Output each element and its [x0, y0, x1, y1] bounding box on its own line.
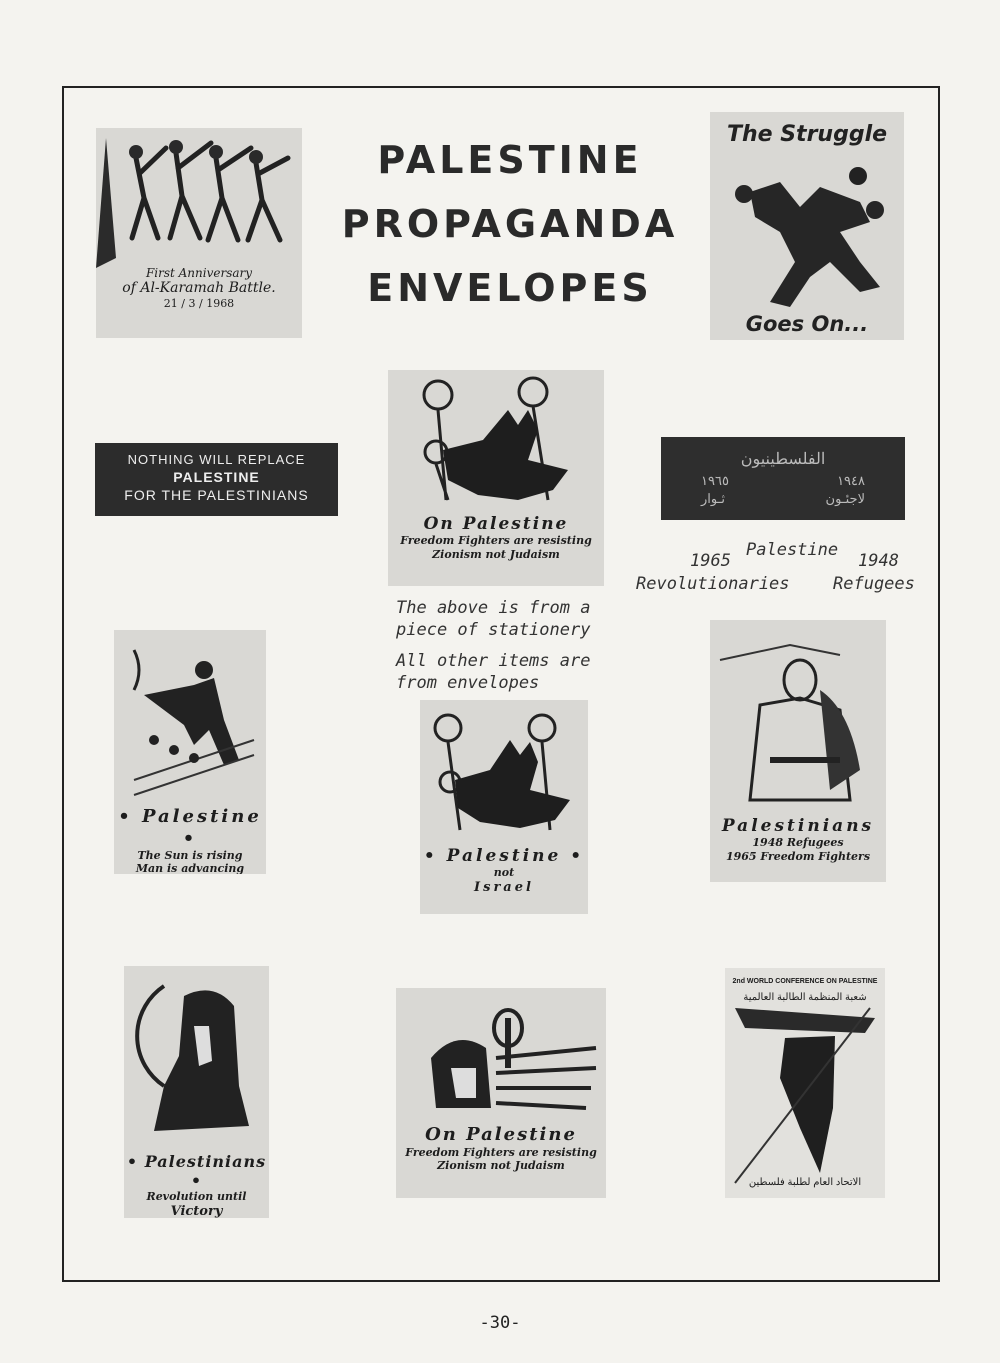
- roses-stationery: On Palestine Freedom Fighters are resisting Zionism not Judaism: [388, 370, 604, 586]
- note-line-3: All other items are: [396, 651, 591, 671]
- translation-right-year: 1948: [858, 551, 899, 571]
- arabic-palestine-banner: الفلسطينيون ١٩٦٥ ١٩٤٨ ثـوار لاجئـون: [661, 437, 905, 520]
- palestinians-refugees-envelope: Palestinians 1948 Refugees 1965 Freedom Fighters: [710, 620, 886, 882]
- nothing-will-replace-banner: NOTHING WILL REPLACE PALESTINE FOR THE PALESTINIANS: [95, 443, 338, 516]
- translation-left-label: Revolutionaries: [636, 574, 790, 594]
- translation-left-year: 1965: [690, 551, 731, 571]
- note-line-4: from envelopes: [396, 673, 540, 693]
- page-number: -30-: [479, 1313, 521, 1333]
- struggle-goes-on-envelope: The Struggle Goes On...: [710, 112, 904, 340]
- karamah-anniversary-envelope: First Anniversary of Al-Karamah Battle. 21 / 3 / 1968: [96, 128, 302, 338]
- world-conference-envelope: 2nd WORLD CONFERENCE ON PALESTINE شعبة المنظمة الطالبة العالمية الاتحاد العام لطلبة فلسطين: [725, 968, 885, 1198]
- note-line-2: piece of stationery: [396, 620, 591, 640]
- translation-right-label: Refugees: [833, 574, 915, 594]
- page-title: PALESTINE PROPAGANDA ENVELOPES: [341, 138, 679, 310]
- revolution-until-victory-envelope: • Palestinians • Revolution until Victory: [124, 966, 269, 1218]
- note-line-1: The above is from a: [396, 598, 591, 618]
- map-of-palestine-illustration: [725, 968, 885, 1198]
- fighter-on-palestine-envelope: On Palestine Freedom Fighters are resisting Zionism not Judaism: [396, 988, 606, 1198]
- boxers-illustration: [710, 112, 904, 340]
- sun-rising-envelope: • Palestine • The Sun is rising Man is advancing: [114, 630, 266, 874]
- roses-not-israel-envelope: • Palestine • not Israel: [420, 700, 588, 914]
- translation-center: Palestine: [746, 540, 839, 560]
